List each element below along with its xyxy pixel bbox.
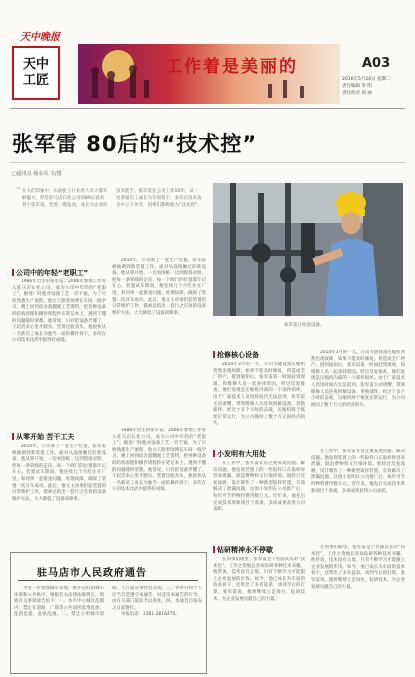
banner-title: 工作着是美丽的	[165, 57, 298, 77]
notice-divider	[18, 580, 198, 581]
masthead-divider	[10, 108, 405, 109]
section-body-from-zero-continued	[112, 428, 206, 544]
worker-photo-illustration	[213, 183, 403, 316]
section-body-from-zero	[12, 444, 106, 544]
photo-caption: 张军雷在检查设备。	[284, 323, 325, 328]
proofreader-credit: 责任校对 胡 丽	[342, 91, 372, 96]
notice-title: 驻马店市人民政府通告	[37, 568, 147, 579]
headline-divider	[10, 162, 405, 163]
section-body-text: 2010年，公司新上一套生产装置，张军雷被抽调到新装置工作。面对从没接触过的新设备，他从零开始，一边看图纸一边到现场对照，把每一条管线的走向、每一个阀门的位置都牢记在心。装置试车期间，他连续几个月吃住在厂里，和同事一起排查问题、处理故障，确保了装置一次开车成功。此后，他又主动承担起装置的日常维护工作，摸索总结出一套行之有效的设备维护方法，大大降低了设备故障率。	[12, 444, 106, 502]
section-body-spirit-continued	[311, 545, 405, 671]
notice-body	[14, 586, 202, 668]
quote-mark-icon: “	[16, 186, 22, 197]
section-body-text: 在工作中，张军雷非常注重发现问题、解决问题。他发现装置上的一些取样口在取样时容易泄漏，既浪费物料又污染环境。他经过反复琢磨，设计制作了一种新型取样装置，有效解决了泄漏问题。这项小发明在公司推广后，每年可节约物料费用数万元。近年来，他先后完成技术革新项目十余项，多项成果获得公司表彰。	[213, 461, 305, 513]
editor-credit: 责任编辑 李 明	[342, 84, 372, 89]
section-body-text: 在工作中，张军雷非常注重发现问题、解决问题。他发现装置上的一些取样口在取样时容易泄漏，既浪费物料又污染环境。他经过反复琢磨，设计制作了一种新型取样装置，有效解决了泄漏问题。这项小发明在公司推广后，每年可节约物料费用数万元。近年来，他先后完成技术革新项目十余项，多项成果获得公司表彰。	[311, 449, 405, 494]
section-body-repair	[213, 362, 305, 434]
section-title-invention: 小发明有大用处	[213, 449, 266, 459]
section-body-young-veteran	[12, 279, 106, 407]
section-title-repair: 抢修核心设备	[213, 350, 259, 360]
section-body-text: 1986年出生的张军雷，2006年参加工作进入驻马店石化公司，成为公司中年轻的“老职工”。刚进厂时他对设备工艺一窍不通，为了尽快熟悉生产流程，他白天跟着师傅在车间一线学习，晚上回到宿舍就翻阅工艺资料，把各种设备的结构原理和操作规程抄在笔记本上，遇到不懂的问题随时请教。他常说，只有把设备弄懂了，干起活来心里才踏实。凭着这股劲头，他很快从一名新员工成长为独当一面的操作骨干，多次在公司技术比武中取得好成绩。	[112, 428, 206, 493]
paper-name: 天中晚报	[20, 32, 60, 43]
section-body-text: 2014年3月的一天，公司关键设备压缩机突然出现故障，如果不能及时修复，将造成全厂停产。接到通知后，张军雷第一时间赶到现场，和维修人员一起查找原因。经过反复排查，他们发现是压缩机内部的一个部件损坏。由于厂家技术人员短时间内无法赶到，张军雷主动请缨，带领维修人员连夜拆解设备、更换部件。经过十多个小时的奋战，压缩机终于恢复正常运行，为公司挽回了数十万元的经济损失。	[311, 350, 405, 408]
section-body-text: 在同事们眼里，张军雷是个名副其实的“技术控”，工作之余他总喜欢钻研各种技术书籍。他常说，技术没有止境，只有不断学习才能跟上企业发展的步伐。如今，他已成长为车间的技术骨干，还带出了多名徒弟。谈到今后的打算，张军雷说，他将继续立足岗位，钻研技术，为企业发展贡献自己的力量。	[311, 545, 405, 590]
section-title-young-veteran: 公司中的年轻“老职工”	[12, 268, 88, 278]
section-body-text: 2014年3月的一天，公司关键设备压缩机突然出现故障，如果不能及时修复，将造成全厂停产。接到通知后，张军雷第一时间赶到现场，和维修人员一起查找原因。经过反复排查，他们发现是压缩机内部的一个部件损坏。由于厂家技术人员短时间内无法赶到，张军雷主动请缨，带领维修人员连夜拆解设备、更换部件。经过十多个小时的奋战，压缩机终于恢复正常运行，为公司挽回了数十万元的经济损失。	[213, 362, 305, 427]
section-body-text: 在同事们眼里，张军雷是个名副其实的“技术控”，工作之余他总喜欢钻研各种技术书籍。他常说，技术没有止境，只有不断学习才能跟上企业发展的步伐。如今，他已成长为车间的技术骨干，还带出了多名徒弟。谈到今后的打算，张军雷说，他将继续立足岗位，钻研技术，为企业发展贡献自己的力量。	[213, 557, 305, 602]
section-logo	[12, 46, 60, 100]
notice-text: 为进一步加强城市管理，维护良好的城市环境和公共秩序，根据有关法律法规规定，现就有关事项通告如下：一、本市中心城区范围内，禁止在道路、广场等公共场所乱堆乱放、乱搭乱建、乱贴乱画。二、禁止占用城市道路、人行道从事经营活动。三、各单位和个人应当自觉遵守本通告，对违反本通告的行为，由有关部门依法予以查处。四、本通告自发布之日起施行。	[14, 586, 202, 618]
dateline	[342, 76, 412, 97]
article-photo	[213, 183, 403, 316]
section-body-spirit	[213, 557, 305, 671]
section-body-continued	[112, 258, 206, 416]
section-logo-line1: 天中	[22, 57, 49, 72]
section-title-from-zero: 从零开始 苦干工夫	[12, 432, 74, 442]
article-headline: 张军雷 80后的“技术控”	[12, 132, 258, 156]
section-logo-line2: 工匠	[22, 73, 49, 88]
section-body-invention	[213, 461, 305, 531]
section-body-text: 2010年，公司新上一套生产装置，张军雷被抽调到新装置工作。面对从没接触过的新设备，他从零开始，一边看图纸一边到现场对照，把每一条管线的走向、每一个阀门的位置都牢记在心。装置试车期间，他连续几个月吃住在厂里，和同事一起排查问题、处理故障，确保了装置一次开车成功。此后，他又主动承担起装置的日常维护工作，摸索总结出一套行之有效的设备维护方法，大大降低了设备故障率。	[112, 258, 206, 316]
issue-date: 2016年5月24日 星期二	[342, 77, 391, 82]
page-number: A03	[362, 56, 391, 71]
section-body-text: 1986年出生的张军雷，2006年参加工作进入驻马店石化公司，成为公司中年轻的“老职工”。刚进厂时他对设备工艺一窍不通，为了尽快熟悉生产流程，他白天跟着师傅在车间一线学习，晚上回到宿舍就翻阅工艺资料，把各种设备的结构原理和操作规程抄在笔记本上，遇到不懂的问题随时请教。他常说，只有把设备弄懂了，干起活来心里才踏实。凭着这股劲头，他很快从一名新员工成长为独当一面的操作骨干，多次在公司技术比武中取得好成绩。	[12, 279, 106, 344]
article-byline: □通讯员 杨永乐 文/图	[12, 171, 62, 177]
notice-contact: 举报电话：2381-2816470。	[121, 612, 180, 618]
section-body-invention-continued	[311, 449, 405, 531]
section-title-spirit: 钻研精神永不停歇	[213, 545, 273, 555]
article-intro: 在人们印象中，石油化工行业的人员大都年龄偏大，但是驻马店石化公司的80后技术骨干张军雷，凭着一股钻劲，成长为企业的技术能手。张军雷在公司工作10年，从一名普通员工成长为车间骨干，多次在技术攻关中立下功劳，同事们都称他为“技术控”。	[22, 189, 202, 208]
section-body-repair-continued	[311, 350, 405, 434]
